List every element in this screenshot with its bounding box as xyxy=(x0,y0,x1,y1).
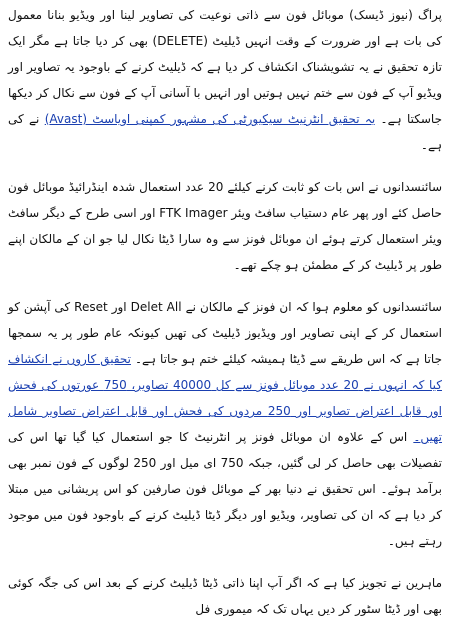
inline-link[interactable]: یہ تحقیق انٹرنیٹ سیکیورٹی کی مشہور کمپنی اویاسٹ (Avast) xyxy=(44,112,376,126)
paragraph-text: نے کی ہے۔ xyxy=(8,112,442,152)
paragraph-text: سائنسدانوں نے اس بات کو ثابت کرنے کیلئے 20 عدد استعمال شدہ اینڈرائیڈ موبائل فون حاصل کئے اور پھر عام دستیاب سافٹ ویئر FTK Imager اور اسی طرح کے دیگر سافٹ ویئر استعمال کرتے ہوئے ان موبائل فونز سے وہ سارا ڈیٹا نکال لیا جو ان کے مالکان اپنے طور پر ڈیلیٹ کر کے مطمئن ہو چکے تھے۔ xyxy=(8,180,443,272)
paragraph-text: پراگ (نیوز ڈیسک) موبائل فون سے ذاتی نوعیت کی تصاویر لینا اور ویڈیو بنانا معمول کی بات ہے اور ضرورت کے وقت انہیں ڈیلیٹ (DELETE) بھی کر دیا جاتا ہے مگر ایک تازہ تحقیق نے یہ تشویشناک انکشاف کر دیا ہے کہ ڈیلیٹ کرنے کے باوجود یہ تصاویر اور ویڈیو آپ کے فون سے ختم نہیں ہوتیں اور انہیں با آسانی آپ کے فون سے نکال کر دیکھا جاسکتا ہے۔ xyxy=(8,8,442,126)
inline-link[interactable]: تحقیق کاروں نے انکشاف کیا کہ انہوں نے 20 عدد موبائل فونز سے کل 40000 تصاویر، 750 عورتوں کی فحش اور قابل اعتراض تصاویر اور 250 مردوں کی فحش اور قابل اعتراض تصاویر شامل تھیں۔ xyxy=(8,352,442,444)
article-paragraph xyxy=(8,174,442,278)
article-paragraph xyxy=(8,570,442,622)
article-paragraph xyxy=(8,294,442,554)
paragraph-text: اس کے علاوہ ان موبائل فونز پر انٹرنیٹ کا جو استعمال کیا گیا تھا اس کی تفصیلات بھی حاصل کر لی گئیں، جبکہ 750 ای میل اور 250 لوگوں کے فون نمبر بھی برآمد ہوئے۔ اس تحقیق نے دنیا بھر کے موبائل فون صارفین کو اس پریشانی میں مبتلا کر دیا ہے کہ ان کی تصاویر، ویڈیو اور دیگر ڈیٹا ڈیلیٹ کرنے کے باوجود فون میں موجود رہتے ہیں۔ xyxy=(8,430,442,548)
article-paragraph xyxy=(8,2,442,158)
paragraph-text: ماہرین نے تجویز کیا ہے کہ اگر آپ اپنا ذاتی ڈیٹا ڈیلیٹ کرنے کے بعد اس کی جگہ کوئی بھی اور ڈیٹا سٹور کر دیں یہاں تک کہ میموری فل xyxy=(8,576,442,616)
paragraph-text: سائنسدانوں کو معلوم ہوا کہ ان فونز کے مالکان نے Delet All اور Reset کی آپشن کو استعمال کر کے اپنی تصاویر اور ویڈیوز ڈیلیٹ کی تھیں کیونکہ عام طور پر یہ سمجھا جاتا ہے کہ اس طریقے سے ڈیٹا ہمیشہ کیلئے ختم ہو جاتا ہے۔ xyxy=(8,300,442,366)
